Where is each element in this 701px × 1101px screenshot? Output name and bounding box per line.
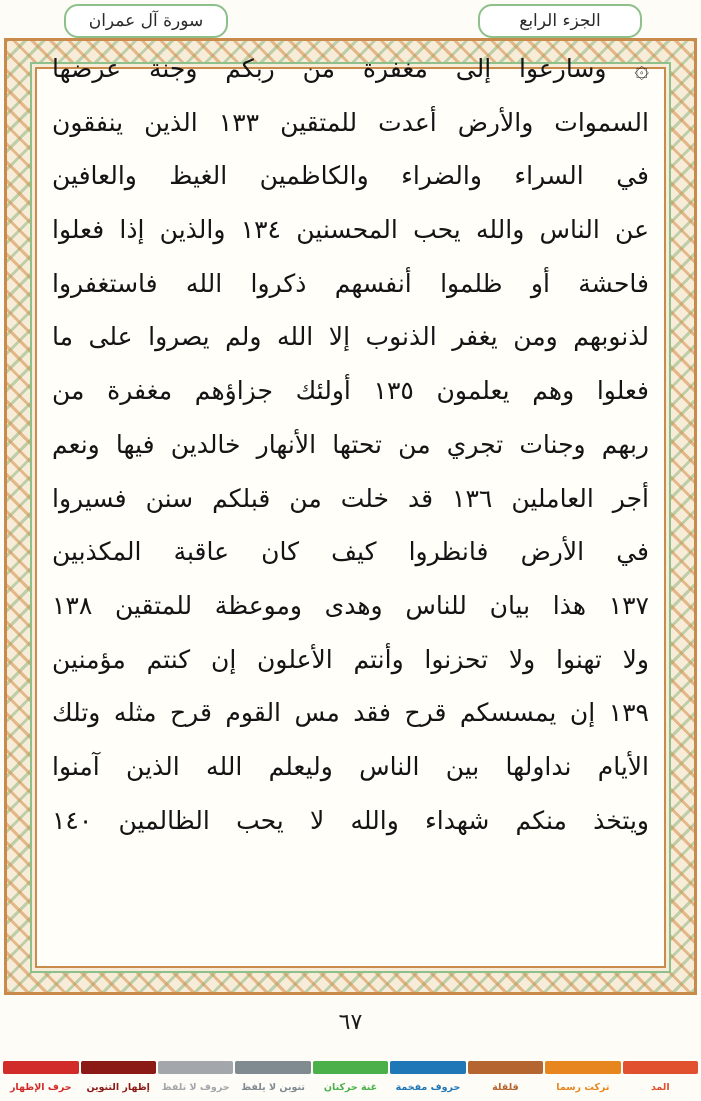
legend-label: حروف مفخمة [395, 1082, 461, 1093]
text-line: فعلوا وهم يعلمون ١٣٥ أولئك جزاؤهم مغفرة من [52, 376, 649, 406]
legend-color-bar [545, 1061, 620, 1074]
legend-item [2, 1061, 79, 1101]
legend-label: غنة حركتان [323, 1082, 378, 1093]
tajweed-legend [0, 1061, 701, 1101]
text-line: الأيام نداولها بين الناس وليعلم الله الذين آمنوا [52, 751, 649, 781]
text-line: لذنوبهم ومن يغفر الذنوب إلا الله ولم يصروا على ما [52, 322, 649, 352]
legend-label: قلقلة [492, 1082, 519, 1093]
text-line: ١٣٩ إن يمسسكم قرح فقد مس القوم قرح مثله وتلك [52, 698, 649, 728]
legend-color-bar [3, 1061, 78, 1074]
legend-label: تنوين لا يلفظ [241, 1082, 305, 1093]
surah-title-box [64, 4, 228, 38]
legend-color-bar [158, 1061, 233, 1074]
legend-color-bar [81, 1061, 156, 1074]
legend-color-bar [235, 1061, 310, 1074]
text-line: ويتخذ منكم شهداء والله لا يحب الظالمين ١٤٠ [52, 805, 649, 835]
legend-item [80, 1061, 157, 1101]
surah-title: سورة آل عمران [88, 11, 204, 31]
legend-item [389, 1061, 466, 1101]
legend-color-bar [390, 1061, 465, 1074]
legend-item [157, 1061, 234, 1101]
legend-color-bar [313, 1061, 388, 1074]
text-line: في الأرض فانظروا كيف كان عاقبة المكذبين [52, 537, 649, 567]
page-header [0, 0, 701, 40]
legend-item [622, 1061, 699, 1101]
text-line: ١٣٧ هذا بيان للناس وهدى وموعظة للمتقين ١٣٨ [52, 590, 649, 620]
legend-item [234, 1061, 311, 1101]
quran-text [52, 42, 649, 847]
legend-item [312, 1061, 389, 1101]
juz-title-box [478, 4, 642, 38]
legend-label: المد [650, 1082, 670, 1093]
legend-item [467, 1061, 544, 1101]
page-number: ٦٧ [338, 1010, 363, 1035]
text-line: فاحشة أو ظلموا أنفسهم ذكروا الله فاستغفروا [52, 268, 649, 298]
legend-label: حرف الإظهار [9, 1082, 72, 1093]
text-line: ۞ وسارعوا إلى مغفرة من ربكم وجنة عرضها [52, 54, 649, 83]
legend-label: تركت رسما [556, 1082, 610, 1093]
text-line: ولا تهنوا ولا تحزنوا وأنتم الأعلون إن كنتم مؤمنين [52, 644, 649, 674]
juz-title: الجزء الرابع [519, 11, 601, 31]
legend-label: حروف لا تلفظ [161, 1082, 230, 1093]
legend-item [544, 1061, 621, 1101]
text-line: السموات والأرض أعدت للمتقين ١٣٣ الذين ينفقون [52, 107, 649, 137]
text-line: ربهم وجنات تجري من تحتها الأنهار خالدين فيها ونعم [52, 429, 649, 459]
text-line: في السراء والضراء والكاظمين الغيظ والعافين [52, 161, 649, 191]
text-line: أجر العاملين ١٣٦ قد خلت من قبلكم سنن فسيروا [52, 483, 649, 513]
legend-color-bar [623, 1061, 698, 1074]
legend-label: إظهار التنوين [86, 1082, 150, 1093]
text-line: عن الناس والله يحب المحسنين ١٣٤ والذين إذا فعلوا [52, 215, 649, 245]
legend-color-bar [468, 1061, 543, 1074]
